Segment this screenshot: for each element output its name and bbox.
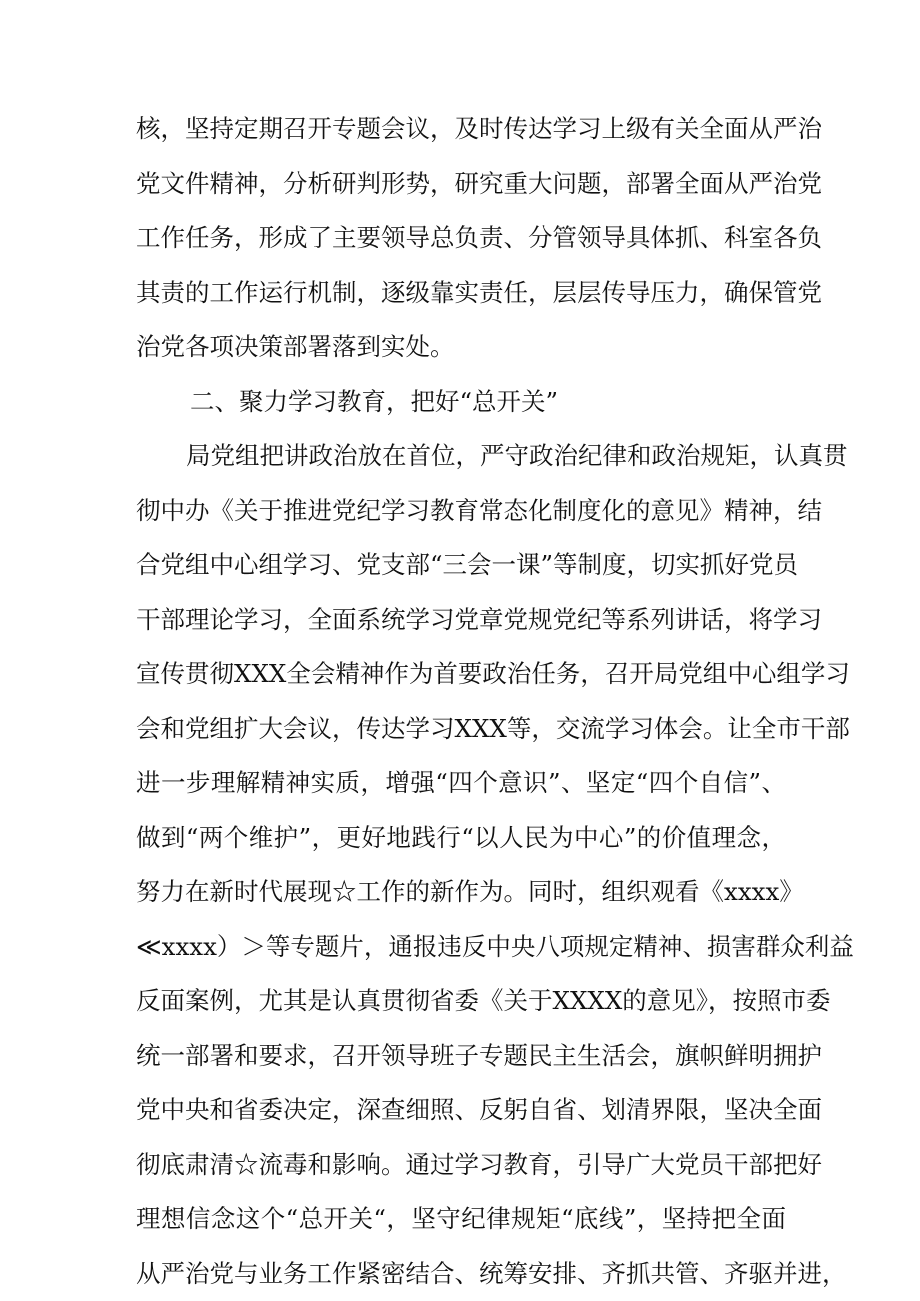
section-heading: 二、聚力学习教育，把好“总开关” [190,386,559,416]
text-line-22: 从严治党与业务工作紧密结合、统筹安排、齐抓共管、齐驱并进， [136,1258,847,1288]
text-line-4: 其责的工作运行机制，逐级靠实责任，层层传导压力，确保管党 [136,277,822,307]
text-line-5: 治党各项决策部署落到实处。 [136,332,455,361]
text-line-10: 干部理论学习，全面系统学习党章党规党纪等系列讲话，将学习 [136,604,822,634]
body-text [136,102,854,1301]
text-line-13: 进一步理解精神实质，增强“四个意识”、坚定“四个自信”、 [136,768,786,797]
text-line-15: 努力在新时代展现☆工作的新作为。同时，组织观看《xxxx》 [136,877,804,906]
text-line-19: 党中央和省委决定，深查细照、反躬自省、划清界限，坚决全面 [136,1095,822,1124]
text-line-2: 党文件精神，分析研判形势，研究重大问题，部署全面从严治党 [136,168,822,198]
text-line-11: 宣传贯彻XXX全会精神作为首要政治任务，召开局党组中心组学习 [136,659,850,688]
text-line-3: 工作任务，形成了主要领导总负责、分管领导具体抓、科室各负 [136,223,822,252]
text-line-21: 理想信念这个“总开关“，坚守纪律规矩“底线”，坚持把全面 [136,1204,786,1233]
text-line-1: 核，坚持定期召开专题会议，及时传达学习上级有关全面从严治 [136,114,822,143]
text-line-7: 局党组把讲政治放在首位，严守政治纪律和政治规矩，认真贯 [186,441,848,470]
text-line-17: 反面案例，尤其是认真贯彻省委《关于XXXX的意见》，按照市委 [136,986,831,1015]
text-line-14: 做到“两个维护”，更好地践行“以人民为中心”的价值理念， [136,822,786,852]
text-line-8: 彻中办《关于推进党纪学习教育常态化制度化的意见》精神，结 [136,495,822,525]
text-line-20: 彻底肃清☆流毒和影响。通过学习教育，引导广大党员干部把好 [136,1149,822,1179]
text-line-16: ≪xxxx）＞等专题片，通报违反中央八项规定精神、损害群众利益 [136,931,854,961]
text-line-9: 合党组中心组学习、党支部“三会一课”等制度，切实抓好党员 [136,550,799,579]
text-line-12: 会和党组扩大会议，传达学习XXX等，交流学习体会。让全市干部 [136,713,850,743]
text-line-18: 统一部署和要求，召开领导班子专题民主生活会，旗帜鲜明拥护 [136,1040,822,1070]
